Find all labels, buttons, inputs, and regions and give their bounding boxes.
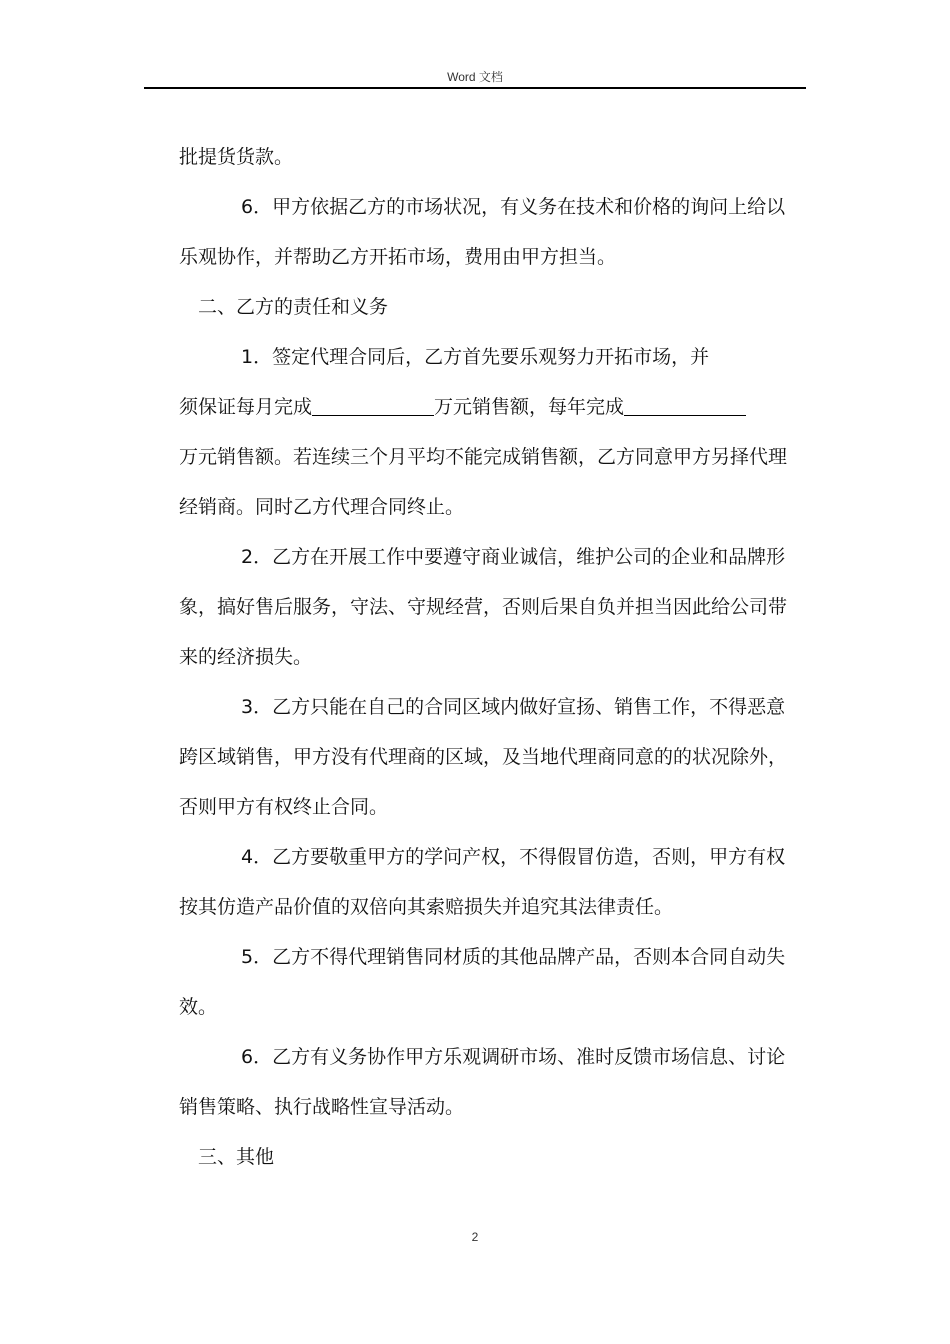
paragraph: 批提货货款。 [179, 146, 294, 168]
paragraph-line-with-blanks [179, 382, 802, 432]
page-number: 2 [471, 1230, 479, 1244]
document-body [179, 132, 802, 1182]
section-heading: 二、乙方的责任和义务 [198, 296, 389, 318]
section-heading: 三、其他 [198, 1146, 275, 1168]
paragraph: 万元销售额。若连续三个月平均不能完成销售额，乙方同意甲方另择代理经销商。同时乙方代理合同终止。 [179, 446, 788, 518]
header-divider [144, 87, 806, 89]
paragraph: 6．甲方依据乙方的市场状况，有义务在技术和价格的询问上给以乐观协作，并帮助乙方开拓市场，费用由甲方担当。 [179, 196, 786, 268]
page-header: Word 文档 [447, 70, 503, 84]
paragraph: 3．乙方只能在自己的合同区域内做好宣扬、销售工作，不得恶意跨区域销售，甲方没有代理商的区域，及当地代理商同意的的状况除外，否则甲方有权终止合同。 [179, 696, 788, 818]
paragraph: 6．乙方有义务协作甲方乐观调研市场、准时反馈市场信息、讨论销售策略、执行战略性宣导活动。 [179, 1046, 786, 1118]
paragraph-text: 须保证每月完成 [179, 396, 313, 418]
paragraph: 5．乙方不得代理销售同材质的其他品牌产品，否则本合同自动失效。 [179, 946, 786, 1018]
paragraph: 4．乙方要敬重甲方的学问产权，不得假冒仿造，否则，甲方有权按其仿造产品价值的双倍向其索赔损失并追究其法律责任。 [179, 846, 786, 918]
paragraph-text: 万元销售额，每年完成 [434, 396, 625, 418]
paragraph: 1．签定代理合同后，乙方首先要乐观努力开拓市场，并 [241, 346, 710, 368]
paragraph: 2．乙方在开展工作中要遵守商业诚信，维护公司的企业和品牌形象，搞好售后服务，守法、守规经营，否则后果自负并担当因此给公司带来的经济损失。 [179, 546, 788, 668]
fill-in-blank [312, 395, 434, 416]
fill-in-blank [624, 395, 746, 416]
